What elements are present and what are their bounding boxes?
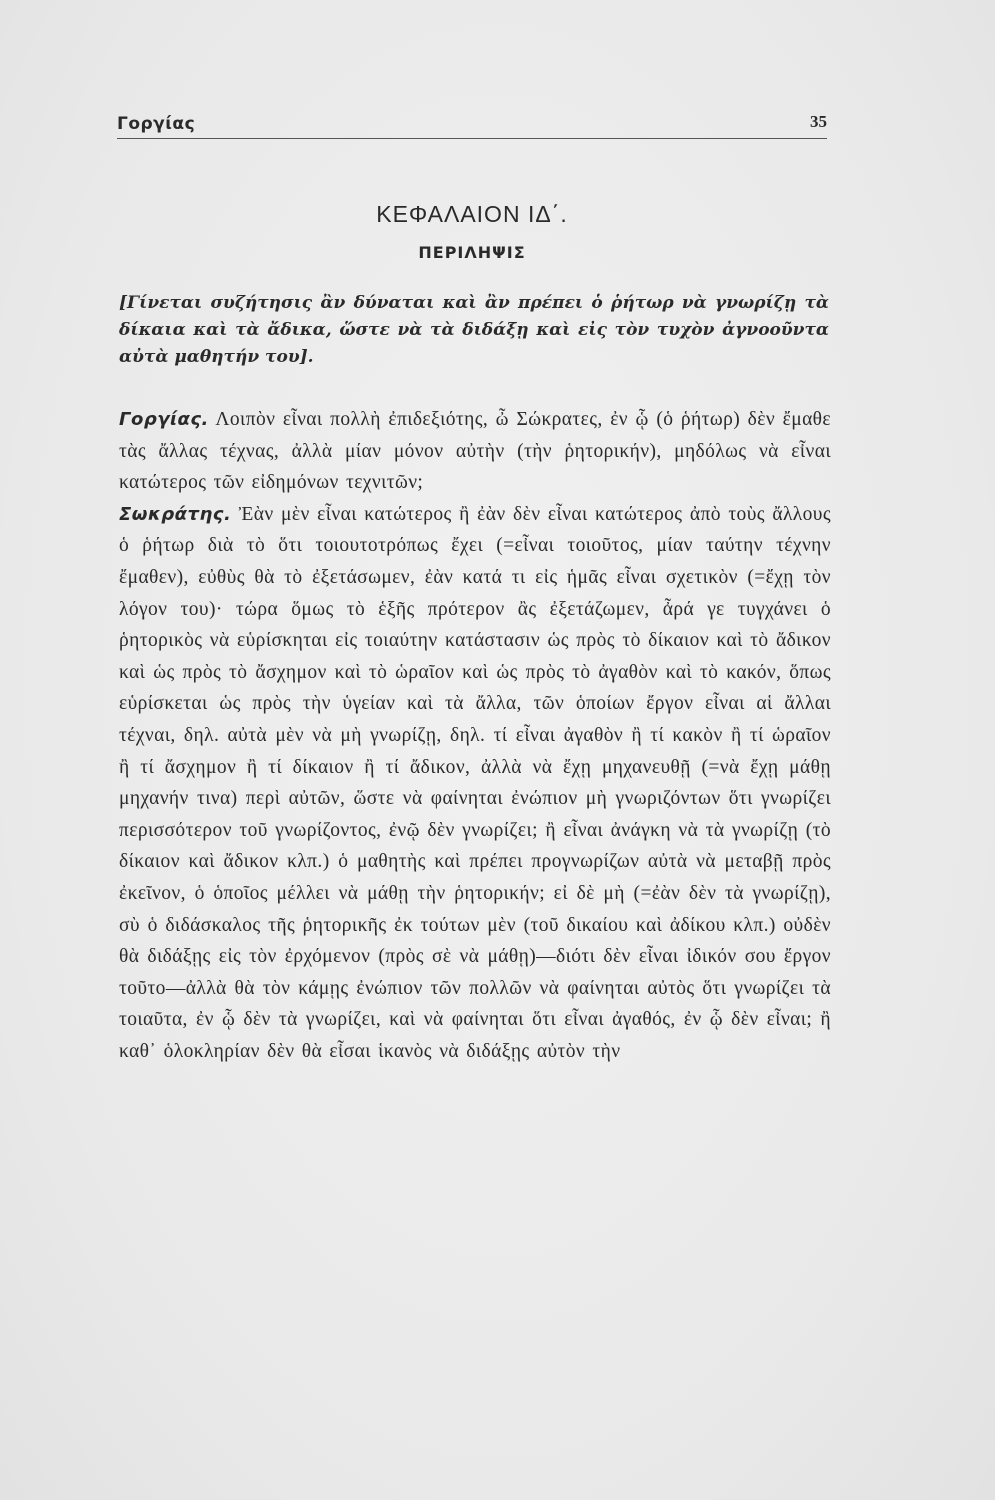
page-header: [117, 108, 827, 139]
dialogue-body: [119, 404, 831, 1067]
speaker-name: Γοργίας.: [119, 409, 209, 430]
page-number: 35: [810, 112, 827, 131]
chapter-title: ΚΕΦΑΛΑΙΟΝ ΙΔ΄.: [376, 201, 568, 227]
dialogue-text: Ἐὰν μὲν εἶναι κατώτερος ἢ ἐὰν δὲν εἶναι κατώτερος ἀπὸ τοὺς ἄλλους ὁ ῥήτωρ διὰ τὸ ὅτι τοιουτοτρόπως ἔχει (=εἶναι τοιοῦτος, μίαν ταύτην τέχνην ἔμαθεν), εὐθὺς θὰ τὸ ἐξετάσωμεν, ἐὰν κατά τι εἰς ἡμᾶς εἶναι σχετικὸν (=ἔχῃ τὸν λόγον του)· τώρα ὅμως τὸ ἑξῆς πρότερον ἂς ἐξετάζωμεν, ἆρά γε τυγχάνει ὁ ῥητορικὸς νὰ εὑρίσκηται εἰς τοιαύτην κατάστασιν ὡς πρὸς τὸ δίκαιον καὶ τὸ ἄδικον καὶ ὡς πρὸς τὸ ἄσχημον καὶ τὸ ὡραῖον καὶ ὡς πρὸς τὸ ἀγαθὸν καὶ τὸ κακόν, ὅπως εὑρίσκεται ὡς πρὸς τὴν ὑγείαν καὶ τὰ ἄλλα, τῶν ὁποίων ἔργον εἶναι αἱ ἄλλαι τέχναι, δηλ. αὐτὰ μὲν νὰ μὴ γνωρίζῃ, δηλ. τί εἶναι ἀγαθὸν ἢ τί κακὸν ἢ τί ὡραῖον ἢ τί ἄσχημον ἢ τί δίκαιον ἢ τί ἄδικον, ἀλλὰ νὰ ἔχῃ μηχανευθῇ (=νὰ ἔχῃ μάθῃ μηχανήν τινα) περὶ αὐτῶν, ὥστε νὰ φαίνηται ἐνώπιον μὴ γνωριζόντων ὅτι γνωρίζει περισσότερον τοῦ γνωρίζοντος, ἐνῷ δὲν γνωρίζει; ἢ εἶναι ἀνάγκη νὰ τὰ γνωρίζῃ (τὸ δίκαιον καὶ ἄδικον κλπ.) ὁ μαθητὴς καὶ πρέπει προγνωρίζων αὐτὰ νὰ μεταβῇ πρὸς ἐκεῖνον, ὁ ὁποῖος μέλλει νὰ μάθῃ τὴν ῥητορικήν; εἰ δὲ μὴ (=ἐὰν δὲν τὰ γνωρίζῃ), σὺ ὁ διδάσκαλος τῆς ῥητορικῆς ἐκ τούτων μὲν (τοῦ δικαίου καὶ ἀδίκου κλπ.) οὐδὲν θὰ διδάξῃς εἰς τὸν ἐρχόμενον (πρὸς σὲ νὰ μάθῃ)—διότι δὲν εἶναι ἰδικόν σου ἔργον τοῦτο—ἀλλὰ θὰ τὸν κάμῃς ἐνώπιον τῶν πολλῶν νὰ φαίνηται αὐτὸς ὅτι γνωρίζει τὰ τοιαῦτα, ἐν ᾧ δὲν τὰ γνωρίζει, καὶ νὰ φαίνηται ὅτι εἶναι ἀγαθός, ἐν ᾧ δὲν εἶναι; ἢ καθ᾽ ὁλοκληρίαν δὲν θὰ εἶσαι ἱκανὸς νὰ διδάξῃς αὐτὸν τὴν: [119, 503, 831, 1062]
chapter-summary: [Γίνεται συζήτησις ἂν δύναται καὶ ἂν πρέπει ὁ ῥήτωρ νὰ γνωρίζῃ τὰ δίκαια καὶ τὰ ἄδικα, ὥστε νὰ τὰ διδάξῃ καὶ εἰς τὸν τυχὸν ἀγνοοῦντα αὐτὰ μαθητήν του].: [119, 293, 829, 367]
dialogue-paragraph: [119, 404, 831, 499]
summary-heading: ΠΕΡΙΛΗΨΙΣ: [418, 243, 526, 262]
dialogue-paragraph: [119, 499, 831, 1068]
running-title: Γοργίας: [117, 114, 196, 134]
speaker-name: Σωκράτης.: [119, 503, 232, 525]
dialogue-text: Λοιπὸν εἶναι πολλὴ ἐπιδεξιότης, ὦ Σώκρατες, ἐν ᾧ (ὁ ῥήτωρ) δὲν ἔμαθε τὰς ἄλλας τέχνας, ἀλλὰ μίαν μόνον αὐτὴν (τὴν ῥητορικήν), μηδόλως νὰ εἶναι κατώτερος τῶν εἰδημόνων τεχνιτῶν;: [119, 409, 832, 494]
